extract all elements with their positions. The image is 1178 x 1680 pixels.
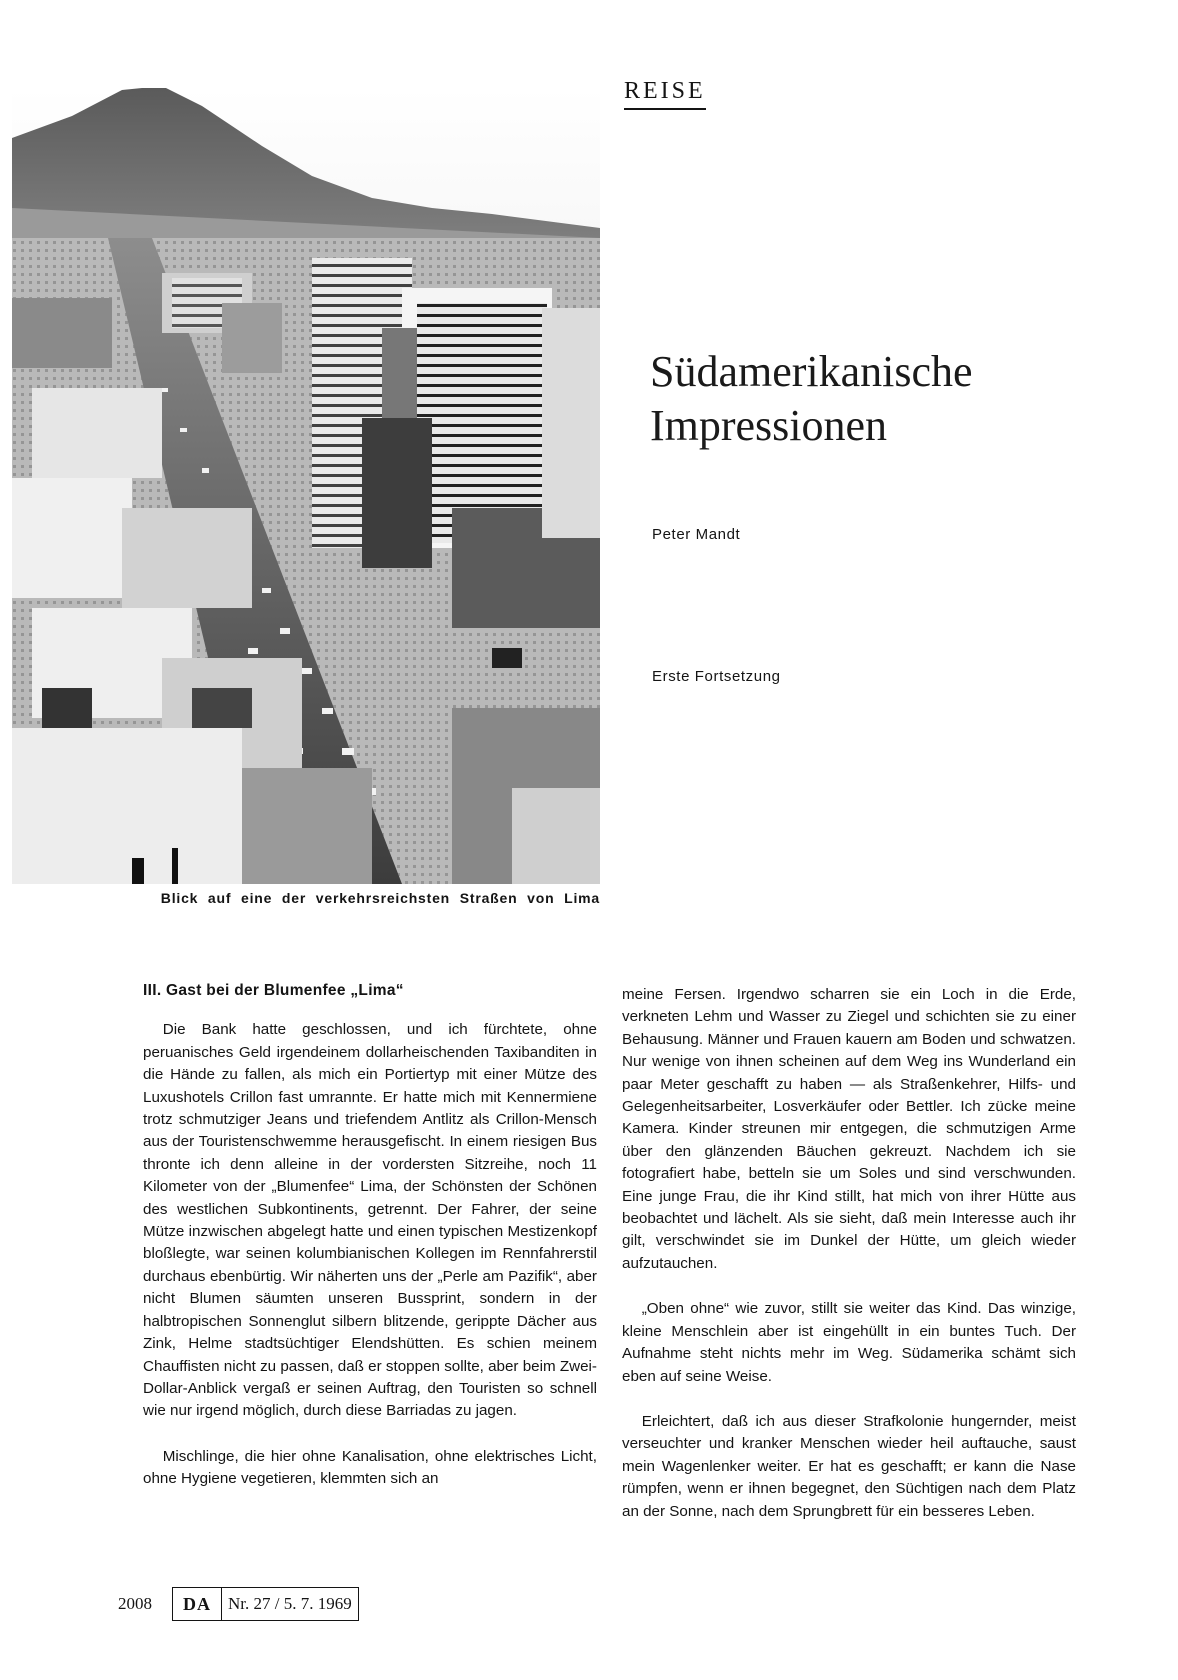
article-title-line-1: Südamerikanische <box>650 347 973 396</box>
article-title <box>650 345 1150 453</box>
issue-info: Nr. 27 / 5. 7. 1969 <box>228 1594 352 1613</box>
city-street-photo <box>12 88 600 884</box>
page-footer <box>118 1586 359 1622</box>
page-number: 2008 <box>118 1594 152 1613</box>
article-title-line-2: Impressionen <box>650 401 888 450</box>
section-label: REISE <box>624 76 706 110</box>
paragraph: Mischlinge, die hier ohne Kanalisation, ohne elektrisches Licht, ohne Hygiene vegetieren, klemmten sich an <box>143 1447 597 1488</box>
journal-imprint <box>172 1587 359 1621</box>
paragraph: meine Fersen. Irgendwo scharren sie ein Loch in die Erde, verkneten Lehm und Wasser zu Ziegel und schichten sie zu einer Behausung. Männer und Frauen kauern am Boden und schwatzen. Nur wenige von ihnen scheinen auf dem Weg ins Wunderland ein paar Meter geschafft zu haben — als Straßenkehrer, Hilfs- und Gelegenheitsarbeiter, Losverkäufer oder Bettler. Ich zücke meine Kamera. Kinder streunen mir entgegen, die schmutzigen Arme über den glänzenden Bäuchen gekreuzt. Nachdem ich sie fotografiert habe, betteln sie um Soles und sind verschwunden. Eine junge Frau, die ihr Kind stillt, hat mich von ihrer Hütte aus beobachtet und lächelt. Als sie sieht, daß mein Interesse auch ihr gilt, verschwindet sie im Dunkel der Hütte, um gleich wieder aufzutauchen. <box>622 986 1076 1272</box>
paragraph: Die Bank hatte geschlossen, und ich fürchtete, ohne peruanisches Geld irgendeinem dollarheischenden Taxibanditen in die Hände zu fallen, als mich ein Portiertyp mit einer Mütze des Luxushotels Crillon fast umrannte. Er hatte mich mit Kennermiene trotz schmutziger Jeans und triefendem Antlitz als Crillon-Mensch aus der Touristenschwemme herausgefischt. In einem riesigen Bus thronte ich denn alleine in der vordersten Sitzreihe, noch 11 Kilometer von der „Blumenfee“ Lima, der Schönsten der Schönen des westlichen Subkontinents, getrennt. Der Fahrer, der seine Mütze inzwischen abgelegt hatte und einen typischen Mestizenkopf bloßlegte, war seinen kolumbianischen Kollegen im Rennfahrerstil durchaus ebenbürtig. Wir näherten uns der „Perle am Pazifik“, aber nicht Blumen säumten unseren Bussprint, sondern in der halbtropischen Sonnenglut silbern blitzende, gerippte Dächer aus Zink, Helme stadtsüchtiger Elendshütten. Es schien meinem Chauffisten nicht zu passen, daß er stoppen sollte, aber beim Zwei-Dollar-Anblick vergaß er seinen Auftrag, den Touristen so schnell wie nur irgend möglich, durch diese Barriadas zu jagen. <box>143 1021 597 1420</box>
chapter-heading: III. Gast bei der Blumenfee „Lima“ <box>143 982 404 999</box>
paragraph: „Oben ohne“ wie zuvor, stillt sie weiter das Kind. Das winzige, kleine Menschlein aber ist eingehüllt in ein buntes Tuch. Der Aufnahme steht nichts mehr im Weg. Südamerika schämt sich eben auf seine Weise. <box>622 1300 1076 1385</box>
article-column-left <box>143 980 597 1514</box>
article-column-right <box>622 984 1076 1546</box>
journal-logo: DA <box>173 1588 222 1620</box>
author-byline: Peter Mandt <box>652 526 741 543</box>
photo-caption: Blick auf eine der verkehrsreichsten Straßen von Lima <box>160 890 600 906</box>
series-note: Erste Fortsetzung <box>652 668 781 685</box>
paragraph: Erleichtert, daß ich aus dieser Strafkolonie hungernder, meist verseuchter und kranker Menschen wieder heil auftauche, saust mein Wagenlenker weiter. Er hat es geschafft; er kann die Nase rümpfen, wenn er ihnen begegnet, den Süchtigen nach dem Platz an der Sonne, nach dem Sprungbrett für ein besseres Leben. <box>622 1412 1076 1520</box>
